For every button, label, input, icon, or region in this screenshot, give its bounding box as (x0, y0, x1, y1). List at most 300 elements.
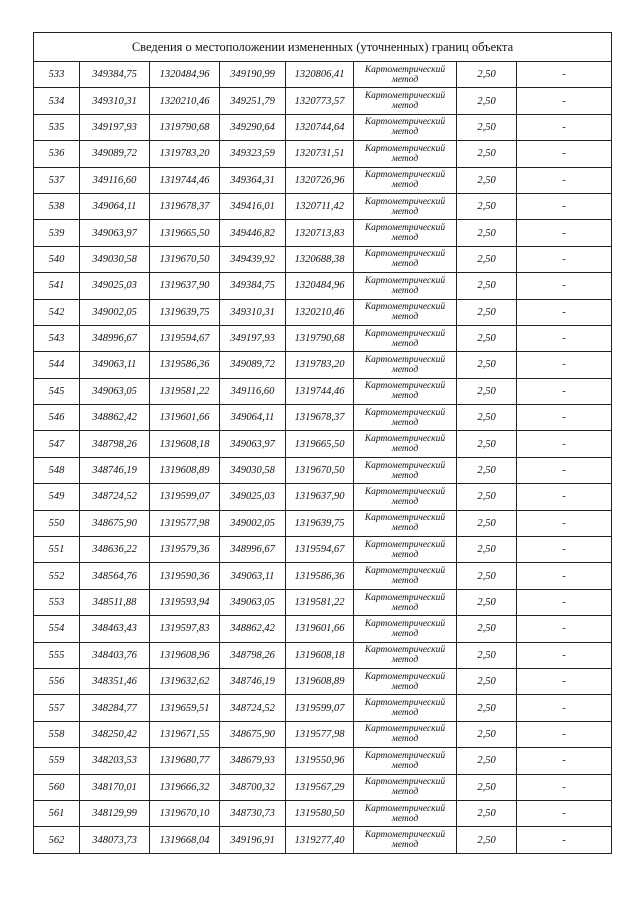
precision-cell: 2,50 (457, 246, 517, 272)
method-line-1: Картометрический (364, 486, 446, 497)
method-line-2: метод (391, 338, 419, 349)
table-row (34, 537, 612, 563)
y-new-cell: 1319670,50 (286, 457, 354, 483)
precision-cell: 2,50 (457, 537, 517, 563)
method-line-1: Картометрический (364, 830, 446, 841)
x-old-cell: 348996,67 (80, 325, 150, 351)
y-old-cell: 1319577,98 (150, 510, 220, 536)
table-title: Сведения о местоположении измененных (уточненных) границ объекта (34, 33, 612, 62)
method-cell (354, 563, 457, 589)
x-old-cell: 349116,60 (80, 167, 150, 193)
method-cell (354, 800, 457, 826)
method-cell (354, 273, 457, 299)
x-new-cell: 349439,92 (220, 246, 286, 272)
method-line-2: метод (391, 180, 419, 191)
table-row (34, 457, 612, 483)
precision-cell: 2,50 (457, 774, 517, 800)
x-old-cell: 349089,72 (80, 141, 150, 167)
note-cell: - (517, 193, 612, 219)
precision-cell: 2,50 (457, 114, 517, 140)
method-line-1: Картометрический (364, 170, 446, 181)
x-new-cell: 349416,01 (220, 193, 286, 219)
method-line-1: Картометрический (364, 698, 446, 709)
table-row (34, 748, 612, 774)
point-number-cell: 540 (34, 246, 80, 272)
table-row (34, 88, 612, 114)
table-row (34, 510, 612, 536)
y-old-cell: 1319637,90 (150, 273, 220, 299)
x-old-cell: 348284,77 (80, 695, 150, 721)
y-old-cell: 1320484,96 (150, 62, 220, 88)
method-line-2: метод (391, 153, 419, 164)
y-old-cell: 1319659,51 (150, 695, 220, 721)
x-new-cell: 348862,42 (220, 616, 286, 642)
table-row (34, 62, 612, 88)
y-new-cell: 1319586,36 (286, 563, 354, 589)
method-line-2: метод (391, 417, 419, 428)
note-cell: - (517, 114, 612, 140)
precision-cell: 2,50 (457, 695, 517, 721)
point-number-cell: 559 (34, 748, 80, 774)
table-row (34, 484, 612, 510)
x-old-cell: 349030,58 (80, 246, 150, 272)
method-line-1: Картометрический (364, 354, 446, 365)
note-cell: - (517, 668, 612, 694)
precision-cell: 2,50 (457, 378, 517, 404)
note-cell: - (517, 563, 612, 589)
y-new-cell: 1319594,67 (286, 537, 354, 563)
x-old-cell: 348798,26 (80, 431, 150, 457)
precision-cell: 2,50 (457, 668, 517, 694)
precision-cell: 2,50 (457, 352, 517, 378)
precision-cell: 2,50 (457, 563, 517, 589)
method-cell (354, 299, 457, 325)
note-cell: - (517, 88, 612, 114)
y-new-cell: 1319608,18 (286, 642, 354, 668)
table-row (34, 167, 612, 193)
method-line-1: Картометрический (364, 777, 446, 788)
method-cell (354, 141, 457, 167)
point-number-cell: 536 (34, 141, 80, 167)
y-new-cell: 1320210,46 (286, 299, 354, 325)
x-new-cell: 349063,11 (220, 563, 286, 589)
table-row (34, 352, 612, 378)
point-number-cell: 557 (34, 695, 80, 721)
point-number-cell: 533 (34, 62, 80, 88)
y-new-cell: 1320731,51 (286, 141, 354, 167)
method-line-1: Картометрический (364, 249, 446, 260)
method-cell (354, 193, 457, 219)
point-number-cell: 555 (34, 642, 80, 668)
method-cell (354, 88, 457, 114)
y-new-cell: 1319581,22 (286, 589, 354, 615)
method-line-2: метод (391, 259, 419, 270)
point-number-cell: 562 (34, 827, 80, 853)
x-old-cell: 348463,43 (80, 616, 150, 642)
method-line-1: Картометрический (364, 302, 446, 313)
precision-cell: 2,50 (457, 642, 517, 668)
y-new-cell: 1320711,42 (286, 193, 354, 219)
x-old-cell: 348129,99 (80, 800, 150, 826)
y-new-cell: 1320713,83 (286, 220, 354, 246)
note-cell: - (517, 748, 612, 774)
method-cell (354, 431, 457, 457)
precision-cell: 2,50 (457, 616, 517, 642)
y-new-cell: 1320773,57 (286, 88, 354, 114)
x-new-cell: 349116,60 (220, 378, 286, 404)
precision-cell: 2,50 (457, 273, 517, 299)
method-cell (354, 642, 457, 668)
y-old-cell: 1319632,62 (150, 668, 220, 694)
x-old-cell: 348170,01 (80, 774, 150, 800)
point-number-cell: 534 (34, 88, 80, 114)
method-line-1: Картометрический (364, 724, 446, 735)
table-row (34, 405, 612, 431)
table-row (34, 642, 612, 668)
method-cell (354, 537, 457, 563)
method-line-2: метод (391, 628, 419, 639)
method-cell (354, 668, 457, 694)
precision-cell: 2,50 (457, 827, 517, 853)
x-new-cell: 349002,05 (220, 510, 286, 536)
method-cell (354, 352, 457, 378)
y-new-cell: 1320688,38 (286, 246, 354, 272)
x-new-cell: 348724,52 (220, 695, 286, 721)
y-old-cell: 1319744,46 (150, 167, 220, 193)
method-line-2: метод (391, 391, 419, 402)
y-old-cell: 1319594,67 (150, 325, 220, 351)
x-old-cell: 348636,22 (80, 537, 150, 563)
table-row (34, 721, 612, 747)
x-new-cell: 348675,90 (220, 721, 286, 747)
x-new-cell: 348996,67 (220, 537, 286, 563)
y-old-cell: 1319678,37 (150, 193, 220, 219)
precision-cell: 2,50 (457, 193, 517, 219)
x-new-cell: 348679,93 (220, 748, 286, 774)
method-cell (354, 616, 457, 642)
y-new-cell: 1319567,29 (286, 774, 354, 800)
y-new-cell: 1319678,37 (286, 405, 354, 431)
note-cell: - (517, 62, 612, 88)
method-line-1: Картометрический (364, 539, 446, 550)
x-new-cell: 349251,79 (220, 88, 286, 114)
method-line-1: Картометрический (364, 803, 446, 814)
y-old-cell: 1319593,94 (150, 589, 220, 615)
x-old-cell: 349384,75 (80, 62, 150, 88)
y-new-cell: 1319580,50 (286, 800, 354, 826)
x-old-cell: 349197,93 (80, 114, 150, 140)
note-cell: - (517, 721, 612, 747)
method-line-2: метод (391, 101, 419, 112)
method-line-2: метод (391, 523, 419, 534)
method-line-2: метод (391, 708, 419, 719)
method-line-1: Картометрический (364, 275, 446, 286)
x-old-cell: 348746,19 (80, 457, 150, 483)
note-cell: - (517, 405, 612, 431)
method-line-2: метод (391, 840, 419, 851)
x-new-cell: 349196,91 (220, 827, 286, 853)
point-number-cell: 547 (34, 431, 80, 457)
point-number-cell: 544 (34, 352, 80, 378)
x-old-cell: 348675,90 (80, 510, 150, 536)
x-old-cell: 348250,42 (80, 721, 150, 747)
point-number-cell: 550 (34, 510, 80, 536)
method-cell (354, 405, 457, 431)
y-old-cell: 1319790,68 (150, 114, 220, 140)
precision-cell: 2,50 (457, 510, 517, 536)
method-line-2: метод (391, 312, 419, 323)
point-number-cell: 558 (34, 721, 80, 747)
method-cell (354, 774, 457, 800)
note-cell: - (517, 827, 612, 853)
point-number-cell: 543 (34, 325, 80, 351)
table-row (34, 220, 612, 246)
x-old-cell: 348403,76 (80, 642, 150, 668)
method-cell (354, 114, 457, 140)
x-old-cell: 349025,03 (80, 273, 150, 299)
note-cell: - (517, 616, 612, 642)
y-new-cell: 1320484,96 (286, 273, 354, 299)
method-line-2: метод (391, 285, 419, 296)
note-cell: - (517, 457, 612, 483)
note-cell: - (517, 537, 612, 563)
y-old-cell: 1319581,22 (150, 378, 220, 404)
method-line-1: Картометрический (364, 645, 446, 656)
point-number-cell: 537 (34, 167, 80, 193)
point-number-cell: 539 (34, 220, 80, 246)
method-cell (354, 695, 457, 721)
y-old-cell: 1319671,55 (150, 721, 220, 747)
y-old-cell: 1319666,32 (150, 774, 220, 800)
method-line-1: Картометрический (364, 460, 446, 471)
x-new-cell: 349310,31 (220, 299, 286, 325)
method-line-1: Картометрический (364, 196, 446, 207)
table-row (34, 616, 612, 642)
x-old-cell: 349064,11 (80, 193, 150, 219)
method-cell (354, 721, 457, 747)
note-cell: - (517, 695, 612, 721)
method-line-1: Картометрический (364, 143, 446, 154)
x-old-cell: 348724,52 (80, 484, 150, 510)
y-new-cell: 1319550,96 (286, 748, 354, 774)
y-old-cell: 1319639,75 (150, 299, 220, 325)
boundary-table (33, 32, 612, 854)
table-row (34, 774, 612, 800)
y-old-cell: 1319601,66 (150, 405, 220, 431)
y-new-cell: 1320726,96 (286, 167, 354, 193)
method-line-1: Картометрический (364, 618, 446, 629)
method-line-2: метод (391, 444, 419, 455)
method-line-2: метод (391, 655, 419, 666)
y-old-cell: 1319586,36 (150, 352, 220, 378)
y-new-cell: 1319783,20 (286, 352, 354, 378)
precision-cell: 2,50 (457, 484, 517, 510)
y-new-cell: 1319744,46 (286, 378, 354, 404)
x-old-cell: 348511,88 (80, 589, 150, 615)
method-cell (354, 510, 457, 536)
method-cell (354, 246, 457, 272)
method-line-1: Картометрический (364, 381, 446, 392)
table-row (34, 325, 612, 351)
table-row (34, 563, 612, 589)
precision-cell: 2,50 (457, 167, 517, 193)
point-number-cell: 549 (34, 484, 80, 510)
x-old-cell: 348862,42 (80, 405, 150, 431)
note-cell: - (517, 589, 612, 615)
y-old-cell: 1319608,89 (150, 457, 220, 483)
note-cell: - (517, 167, 612, 193)
method-line-2: метод (391, 470, 419, 481)
x-old-cell: 348073,73 (80, 827, 150, 853)
note-cell: - (517, 484, 612, 510)
point-number-cell: 546 (34, 405, 80, 431)
precision-cell: 2,50 (457, 721, 517, 747)
method-cell (354, 62, 457, 88)
method-line-2: метод (391, 681, 419, 692)
method-cell (354, 167, 457, 193)
x-new-cell: 349063,97 (220, 431, 286, 457)
x-old-cell: 349002,05 (80, 299, 150, 325)
method-line-2: метод (391, 787, 419, 798)
method-cell (354, 827, 457, 853)
note-cell: - (517, 431, 612, 457)
y-old-cell: 1319680,77 (150, 748, 220, 774)
method-line-1: Картометрический (364, 750, 446, 761)
method-cell (354, 325, 457, 351)
x-new-cell: 349089,72 (220, 352, 286, 378)
precision-cell: 2,50 (457, 405, 517, 431)
method-cell (354, 589, 457, 615)
x-new-cell: 348730,73 (220, 800, 286, 826)
method-line-2: метод (391, 233, 419, 244)
point-number-cell: 553 (34, 589, 80, 615)
method-line-1: Картометрический (364, 566, 446, 577)
point-number-cell: 560 (34, 774, 80, 800)
y-old-cell: 1319599,07 (150, 484, 220, 510)
table-row (34, 695, 612, 721)
x-old-cell: 348351,46 (80, 668, 150, 694)
method-cell (354, 378, 457, 404)
x-new-cell: 348746,19 (220, 668, 286, 694)
precision-cell: 2,50 (457, 457, 517, 483)
x-old-cell: 349063,11 (80, 352, 150, 378)
point-number-cell: 535 (34, 114, 80, 140)
table-row (34, 827, 612, 853)
y-new-cell: 1320744,64 (286, 114, 354, 140)
note-cell: - (517, 141, 612, 167)
method-line-2: метод (391, 760, 419, 771)
y-new-cell: 1319790,68 (286, 325, 354, 351)
method-line-2: метод (391, 813, 419, 824)
method-line-2: метод (391, 74, 419, 85)
method-line-1: Картометрический (364, 592, 446, 603)
note-cell: - (517, 642, 612, 668)
y-new-cell: 1320806,41 (286, 62, 354, 88)
table-row (34, 114, 612, 140)
point-number-cell: 556 (34, 668, 80, 694)
y-old-cell: 1319668,04 (150, 827, 220, 853)
table-row (34, 668, 612, 694)
point-number-cell: 548 (34, 457, 80, 483)
x-new-cell: 349064,11 (220, 405, 286, 431)
precision-cell: 2,50 (457, 748, 517, 774)
y-old-cell: 1319608,96 (150, 642, 220, 668)
method-line-2: метод (391, 576, 419, 587)
precision-cell: 2,50 (457, 299, 517, 325)
table-row (34, 193, 612, 219)
table-row (34, 431, 612, 457)
point-number-cell: 554 (34, 616, 80, 642)
precision-cell: 2,50 (457, 141, 517, 167)
method-line-1: Картометрический (364, 64, 446, 75)
y-old-cell: 1320210,46 (150, 88, 220, 114)
method-line-1: Картометрический (364, 223, 446, 234)
method-line-2: метод (391, 602, 419, 613)
precision-cell: 2,50 (457, 800, 517, 826)
method-line-2: метод (391, 206, 419, 217)
method-cell (354, 748, 457, 774)
method-line-1: Картометрический (364, 91, 446, 102)
x-new-cell: 349063,05 (220, 589, 286, 615)
point-number-cell: 551 (34, 537, 80, 563)
note-cell: - (517, 800, 612, 826)
note-cell: - (517, 273, 612, 299)
method-cell (354, 484, 457, 510)
x-new-cell: 348700,32 (220, 774, 286, 800)
precision-cell: 2,50 (457, 88, 517, 114)
x-old-cell: 349310,31 (80, 88, 150, 114)
point-number-cell: 538 (34, 193, 80, 219)
point-number-cell: 542 (34, 299, 80, 325)
y-old-cell: 1319608,18 (150, 431, 220, 457)
x-old-cell: 349063,05 (80, 378, 150, 404)
table-row (34, 273, 612, 299)
y-old-cell: 1319783,20 (150, 141, 220, 167)
point-number-cell: 552 (34, 563, 80, 589)
method-line-2: метод (391, 127, 419, 138)
precision-cell: 2,50 (457, 220, 517, 246)
x-new-cell: 349025,03 (220, 484, 286, 510)
method-line-2: метод (391, 364, 419, 375)
point-number-cell: 561 (34, 800, 80, 826)
method-line-1: Картометрический (364, 513, 446, 524)
x-old-cell: 349063,97 (80, 220, 150, 246)
y-new-cell: 1319277,40 (286, 827, 354, 853)
precision-cell: 2,50 (457, 62, 517, 88)
method-line-1: Картометрический (364, 117, 446, 128)
x-old-cell: 348564,76 (80, 563, 150, 589)
x-new-cell: 349030,58 (220, 457, 286, 483)
point-number-cell: 545 (34, 378, 80, 404)
x-new-cell: 349384,75 (220, 273, 286, 299)
x-old-cell: 348203,53 (80, 748, 150, 774)
x-new-cell: 349197,93 (220, 325, 286, 351)
y-new-cell: 1319601,66 (286, 616, 354, 642)
x-new-cell: 349446,82 (220, 220, 286, 246)
method-line-1: Картометрический (364, 407, 446, 418)
table-row (34, 378, 612, 404)
y-old-cell: 1319670,10 (150, 800, 220, 826)
y-old-cell: 1319665,50 (150, 220, 220, 246)
note-cell: - (517, 325, 612, 351)
method-line-1: Картометрический (364, 671, 446, 682)
x-new-cell: 349323,59 (220, 141, 286, 167)
precision-cell: 2,50 (457, 325, 517, 351)
point-number-cell: 541 (34, 273, 80, 299)
method-line-1: Картометрический (364, 434, 446, 445)
note-cell: - (517, 299, 612, 325)
y-old-cell: 1319579,36 (150, 537, 220, 563)
